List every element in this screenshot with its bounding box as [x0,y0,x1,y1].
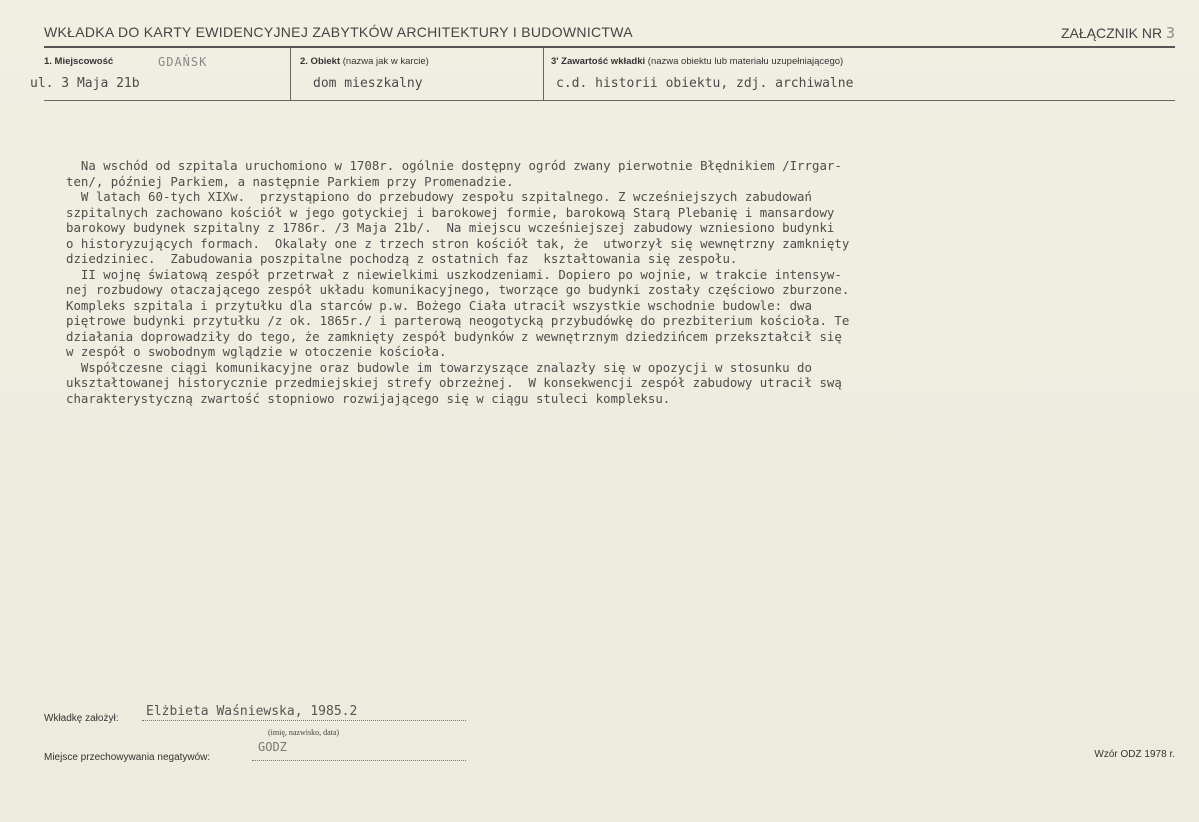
text-line: działania doprowadziły do tego, że zamknięty zespół budynków z wewnętrznym dziedzińcem przekształcił się [66,328,842,344]
text-line: o historyzujących formach. Okalały one z trzech stron kościół tak, że utworzył się wewnętrzny zamknięty [66,235,850,251]
text-line: W latach 60-tych XIXw. przystąpiono do przebudowy zespołu szpitalnego. Z wcześniejszych zabudowań [66,189,812,204]
text-line: piętrowe budynki przytułku /z ok. 1865r./ i parterową neogotycką przybudówkę do prezbiterium kościoła. Te [66,313,850,328]
field1-city: GDAŃSK [158,55,208,69]
prepared-by-hint: (imię, nazwisko, data) [268,728,340,737]
attachment-label: ZAŁĄCZNIK NR [1060,25,1163,41]
prepared-by-value: Elżbieta Waśniewska, 1985.2 [146,704,358,719]
field3-value: c.d. historii obiektu, zdj. archiwalne [556,76,854,91]
negatives-label: Miejsce przechowywania negatywów: [44,752,211,763]
field3-label: 3' Zawartość wkładki (nazwa obiektu lub materiału uzupełniającego) [551,56,844,67]
text-line: ten/, później Parkiem, a następnie Parkiem przy Promenadzie. [66,173,514,189]
header-top-rule [44,46,1175,48]
field2-label: 2. Obiekt (nazwa jak w karcie) [300,56,429,67]
history-text [66,158,1146,406]
form-title: WKŁADKA DO KARTY EWIDENCYJNEJ ZABYTKÓW ARCHITEKTURY I BUDOWNICTWA [44,24,633,40]
text-line: Kompleks szpitala i przytułku dla starców p.w. Bożego Ciała utracił wszystkie wschodnie budowle: dwa [66,297,812,313]
field-divider-2 [543,48,544,100]
negatives-line [252,760,466,761]
text-line: nej rozbudowy otaczającego zespół układu komunikacyjnego, tworzące go budynki zostały częściowo zburzone. [66,282,850,297]
text-line: dziedziniec. Zabudowania poszpitalne pochodzą z ostatnich faz kształtowania się zespołu. [66,251,738,266]
field-divider-1 [290,48,291,100]
field3-hint: (nazwa obiektu lub materiału uzupełniającego) [647,56,844,67]
field2-value: dom mieszkalny [313,76,423,91]
field1-address: ul. 3 Maja 21b [30,76,140,91]
text-line: w zespół o swobodnym wglądzie w otoczenie kościoła. [66,344,447,359]
text-line: barokowy budynek szpitalny z 1786r. /3 Maja 21b/. Na miejscu wcześniejszej zabudowy wzniesiono budynki [66,220,835,235]
form-version: Wzór ODZ 1978 r. [1094,749,1175,760]
header-bottom-rule [44,100,1175,101]
field1-label: 1. Miejscowość [44,56,114,67]
prepared-by-line [142,720,466,721]
prepared-by-label: Wkładkę założył: [44,713,119,724]
text-line: ukształtowanej historycznie przedmiejskiej strefy obrzeżnej. W konsekwencji zespół zabudowy utracił swą [66,375,842,390]
text-line: II wojnę światową zespół przetrwał z niewielkimi uszkodzeniami. Dopiero po wojnie, w trakcie intensyw- [66,266,842,282]
attachment-number [1061,24,1175,42]
text-line: szpitalnych zachowano kościół w jego gotyckiej i barokowej formie, barokową Starą Plebanię i mansardowy [66,204,835,220]
text-line: charakterystyczną zwartość stopniowo rozwijającego się w ciągu stuleci kompleksu. [66,390,671,406]
field2-hint: (nazwa jak w karcie) [342,56,429,67]
text-line: Współczesne ciągi komunikacyjne oraz budowle im towarzyszące znalazły się w opozycji w stosunku do [66,359,812,375]
text-line: Na wschód od szpitala uruchomiono w 1708r. ogólnie dostępny ogród zwany pierwotnie Błędnikiem /Irrgar- [66,158,842,173]
attachment-number-value: 3 [1165,24,1175,42]
negatives-value: GODZ [258,740,287,754]
